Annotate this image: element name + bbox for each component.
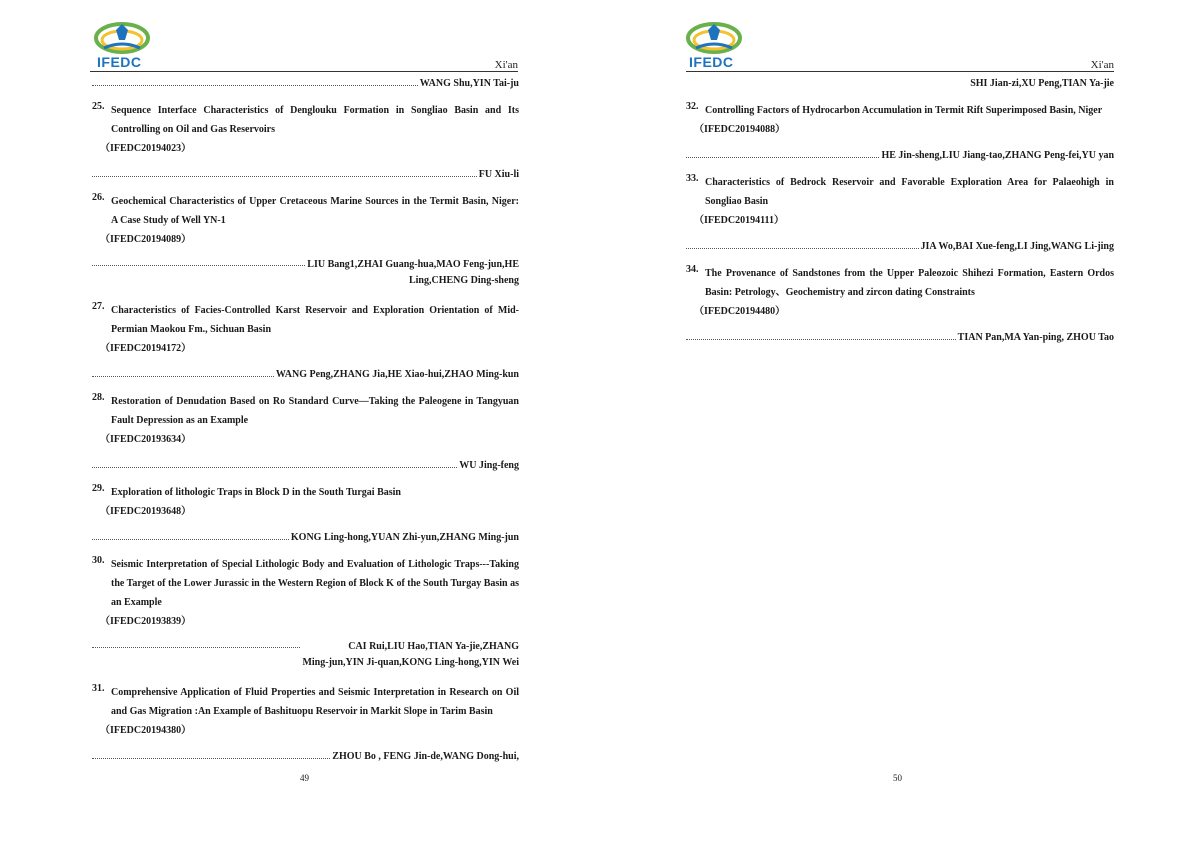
left-content	[92, 75, 519, 762]
entry-number: 25.	[92, 101, 105, 112]
entry-number: 30.	[92, 555, 105, 566]
entry-title: Exploration of lithologic Traps in Block D in the South Turgai Basin	[111, 487, 401, 498]
page-number: 49	[300, 773, 309, 783]
entry-authors: LIU Bang1,ZHAI Guang-hua,MAO Feng-jun,HE Ling,CHENG Ding-sheng	[92, 257, 519, 289]
leader-dots	[92, 539, 289, 540]
leader-dots	[686, 248, 919, 249]
leader-dots	[92, 467, 457, 468]
logo-emblem-icon	[684, 18, 744, 58]
leader-dots	[92, 376, 274, 377]
paper-entry	[92, 301, 519, 380]
leader-dots	[92, 647, 300, 648]
leader-dots	[686, 157, 879, 158]
entry-number: 33.	[686, 173, 699, 184]
entry-code: （IFEDC20194111）	[694, 215, 785, 226]
header-city: Xi'an	[1090, 59, 1114, 71]
leader-dots	[92, 265, 305, 266]
entry-authors: KONG Ling-hong,YUAN Zhi-yun,ZHANG Ming-jun	[92, 529, 519, 543]
paper-entry	[92, 392, 519, 471]
header-rule	[90, 71, 518, 72]
header-city: Xi'an	[494, 59, 518, 71]
paper-entry	[686, 173, 1114, 252]
entry-number: 27.	[92, 301, 105, 312]
entry-authors: WU Jing-feng	[92, 457, 519, 471]
carry-authors: WANG Shu,YIN Tai-ju	[92, 75, 519, 89]
entry-number: 32.	[686, 101, 699, 112]
entry-authors: WANG Peng,ZHANG Jia,HE Xiao-hui,ZHAO Ming-kun	[92, 366, 519, 380]
entry-code: （IFEDC20193839）	[100, 616, 192, 627]
logo-text: IFEDC	[689, 54, 734, 70]
entry-title: Characteristics of Facies-Controlled Karst Reservoir and Exploration Orientation of Mid-Permian Maokou Fm., Sichuan Basin	[111, 305, 519, 335]
ifedc-logo	[92, 18, 152, 72]
header-rule	[686, 71, 1114, 72]
entry-code: （IFEDC20194023）	[100, 143, 192, 154]
entry-title: Controlling Factors of Hydrocarbon Accumulation in Termit Rift Superimposed Basin, Niger	[705, 105, 1103, 116]
entry-code: （IFEDC20194088）	[694, 124, 786, 135]
leader-dots	[92, 176, 477, 177]
logo-text: IFEDC	[97, 54, 142, 70]
leader-dots	[92, 758, 330, 759]
entry-code: （IFEDC20193648）	[100, 506, 192, 517]
entry-authors: FU Xiu-li	[92, 166, 519, 180]
right-content	[686, 75, 1114, 343]
entry-title: Geochemical Characteristics of Upper Cretaceous Marine Sources in the Termit Basin, Niger: A Case Study of Well YN-1	[111, 196, 519, 226]
entry-title: Restoration of Denudation Based on Ro Standard Curve—Taking the Paleogene in Tangyuan Fault Depression as an Example	[111, 396, 519, 426]
entry-title: Characteristics of Bedrock Reservoir and Favorable Exploration Area for Palaeohigh in Songliao Basin	[705, 177, 1114, 207]
entry-authors: CAI Rui,LIU Hao,TIAN Ya-jie,ZHANG Ming-jun,YIN Ji-quan,KONG Ling-hong,YIN Wei	[92, 639, 519, 671]
entry-title: Comprehensive Application of Fluid Properties and Seismic Interpretation in Research on Oil and Gas Migration :An Example of Bashituopu Reservoir in Markit Slope in Tarim Basin	[111, 687, 519, 717]
entry-number: 26.	[92, 192, 105, 203]
paper-entry	[92, 483, 519, 543]
leader-dots	[92, 85, 418, 86]
entry-authors: JIA Wo,BAI Xue-feng,LI Jing,WANG Li-jing	[686, 238, 1114, 252]
entry-title: Sequence Interface Characteristics of Denglouku Formation in Songliao Basin and Its Controlling on Oil and Gas Reservoirs	[111, 105, 519, 135]
entry-title: Seismic Interpretation of Special Lithologic Body and Evaluation of Lithologic Traps---Taking the Target of the Lower Jurassic in the Western Region of Block K of the South Turgay Basin as an Example	[111, 559, 519, 608]
paper-entry	[92, 555, 519, 671]
entry-authors: TIAN Pan,MA Yan-ping, ZHOU Tao	[686, 329, 1114, 343]
entry-code: （IFEDC20194380）	[100, 725, 192, 736]
entry-number: 31.	[92, 683, 105, 694]
carry-authors: SHI Jian-zi,XU Peng,TIAN Ya-jie	[970, 78, 1114, 89]
paper-entry	[92, 683, 519, 762]
paper-entry	[92, 192, 519, 289]
leader-dots	[686, 339, 956, 340]
right-page	[596, 0, 1192, 842]
entry-number: 29.	[92, 483, 105, 494]
paper-entry	[686, 264, 1114, 343]
paper-entry	[686, 101, 1114, 161]
entry-code: （IFEDC20194172）	[100, 343, 192, 354]
logo-emblem-icon	[92, 18, 152, 58]
entry-number: 28.	[92, 392, 105, 403]
entry-authors: HE Jin-sheng,LIU Jiang-tao,ZHANG Peng-fei,YU yan	[686, 147, 1114, 161]
entry-authors: ZHOU Bo , FENG Jin-de,WANG Dong-hui,	[92, 748, 519, 762]
entry-code: （IFEDC20194089）	[100, 234, 192, 245]
entry-code: （IFEDC20194480）	[694, 306, 786, 317]
page-number: 50	[893, 773, 902, 783]
ifedc-logo	[684, 18, 744, 72]
entry-title: The Provenance of Sandstones from the Upper Paleozoic Shihezi Formation, Eastern Ordos Basin: Petrology、Geochemistry and zircon dating Constraints	[705, 268, 1114, 298]
entry-code: （IFEDC20193634）	[100, 434, 192, 445]
paper-entry	[92, 101, 519, 180]
entry-number: 34.	[686, 264, 699, 275]
